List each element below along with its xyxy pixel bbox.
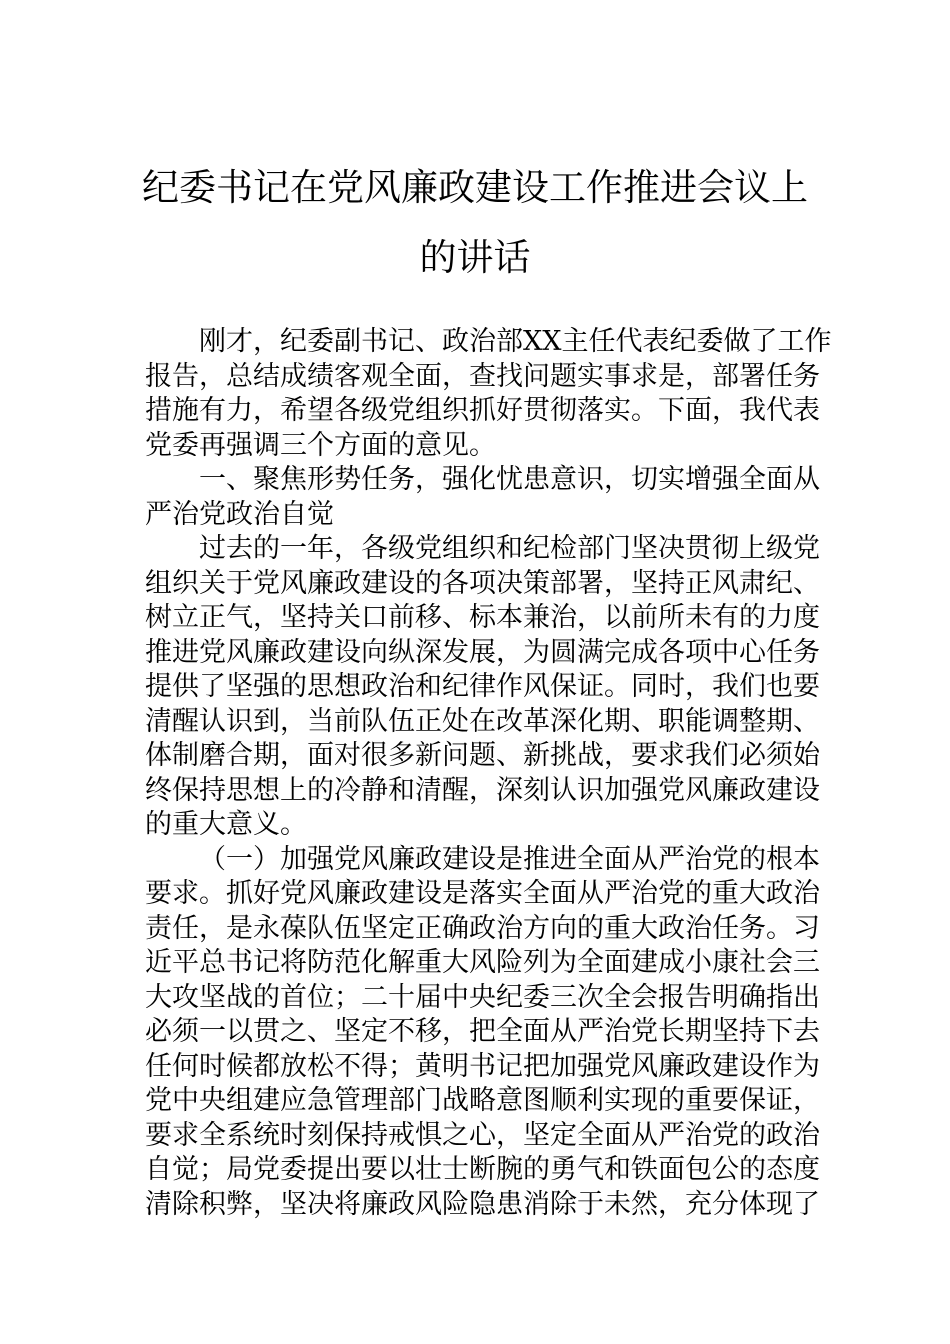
text-line: 严治党政治自觉	[145, 498, 334, 530]
document-title-line-2: 的讲话	[419, 236, 531, 279]
text-line: 一、聚焦形势任务，强化忧患意识，切实增强全面从	[199, 464, 820, 495]
text-line: 刚才，纪委副书记、政治部XX主任代表纪委做了工作	[199, 326, 832, 357]
text-line: 大攻坚战的首位；二十届中央纪委三次全会报告明确指出	[145, 981, 820, 1013]
document-body	[145, 325, 832, 1222]
text-line: 报告，总结成绩客观全面，查找问题实事求是，部署任务	[145, 360, 820, 392]
text-line: 清除积弊，坚决将廉政风险隐患消除于未然，充分体现了	[145, 1188, 820, 1220]
text-line: 党中央组建应急管理部门战略意图顺利实现的重要保证，	[145, 1085, 820, 1116]
text-line: 必须一以贯之、坚定不移，把全面从严治党长期坚持下去	[145, 1016, 820, 1047]
text-line: 终保持思想上的冷静和清醒，深刻认识加强党风廉政建设	[145, 774, 820, 806]
text-line: 责任，是永葆队伍坚定正确政治方向的重大政治任务。习	[145, 912, 820, 944]
document-title-line-1: 纪委书记在党风廉政建设工作推进会议上	[142, 166, 808, 209]
text-line: 党委再强调三个方面的意见。	[145, 429, 496, 461]
text-line: 要求。抓好党风廉政建设是落实全面从严治党的重大政治	[145, 878, 820, 909]
text-line: 体制磨合期，面对很多新问题、新挑战，要求我们必须始	[145, 740, 820, 771]
text-line: 措施有力，希望各级党组织抓好贯彻落实。下面，我代表	[145, 395, 820, 426]
text-line: 组织关于党风廉政建设的各项决策部署，坚持正风肃纪、	[145, 567, 820, 599]
text-line: 清醒认识到，当前队伍正处在改革深化期、职能调整期、	[145, 705, 820, 737]
paragraph-subsection-1	[145, 843, 820, 1223]
text-line: 推进党风廉政建设向纵深发展，为圆满完成各项中心任务	[145, 636, 820, 668]
text-line: （一）加强党风廉政建设是推进全面从严治党的根本	[199, 843, 820, 875]
text-line: 的重大意义。	[145, 809, 307, 840]
text-line: 树立正气，坚持关口前移、标本兼治，以前所未有的力度	[145, 602, 820, 633]
text-line: 要求全系统时刻保持戒惧之心，坚定全面从严治党的政治	[145, 1119, 820, 1151]
section-heading-1	[145, 463, 820, 532]
paragraph-past-year	[145, 532, 820, 843]
text-line: 近平总书记将防范化解重大风险列为全面建成小康社会三	[145, 947, 820, 978]
text-line: 任何时候都放松不得；黄明书记把加强党风廉政建设作为	[145, 1050, 820, 1082]
paragraph-intro	[145, 325, 832, 463]
text-line: 过去的一年，各级党组织和纪检部门坚决贯彻上级党	[199, 533, 820, 564]
text-line: 自觉；局党委提出要以壮士断腕的勇气和铁面包公的态度	[145, 1154, 820, 1185]
text-line: 提供了坚强的思想政治和纪律作风保证。同时，我们也要	[145, 671, 820, 702]
